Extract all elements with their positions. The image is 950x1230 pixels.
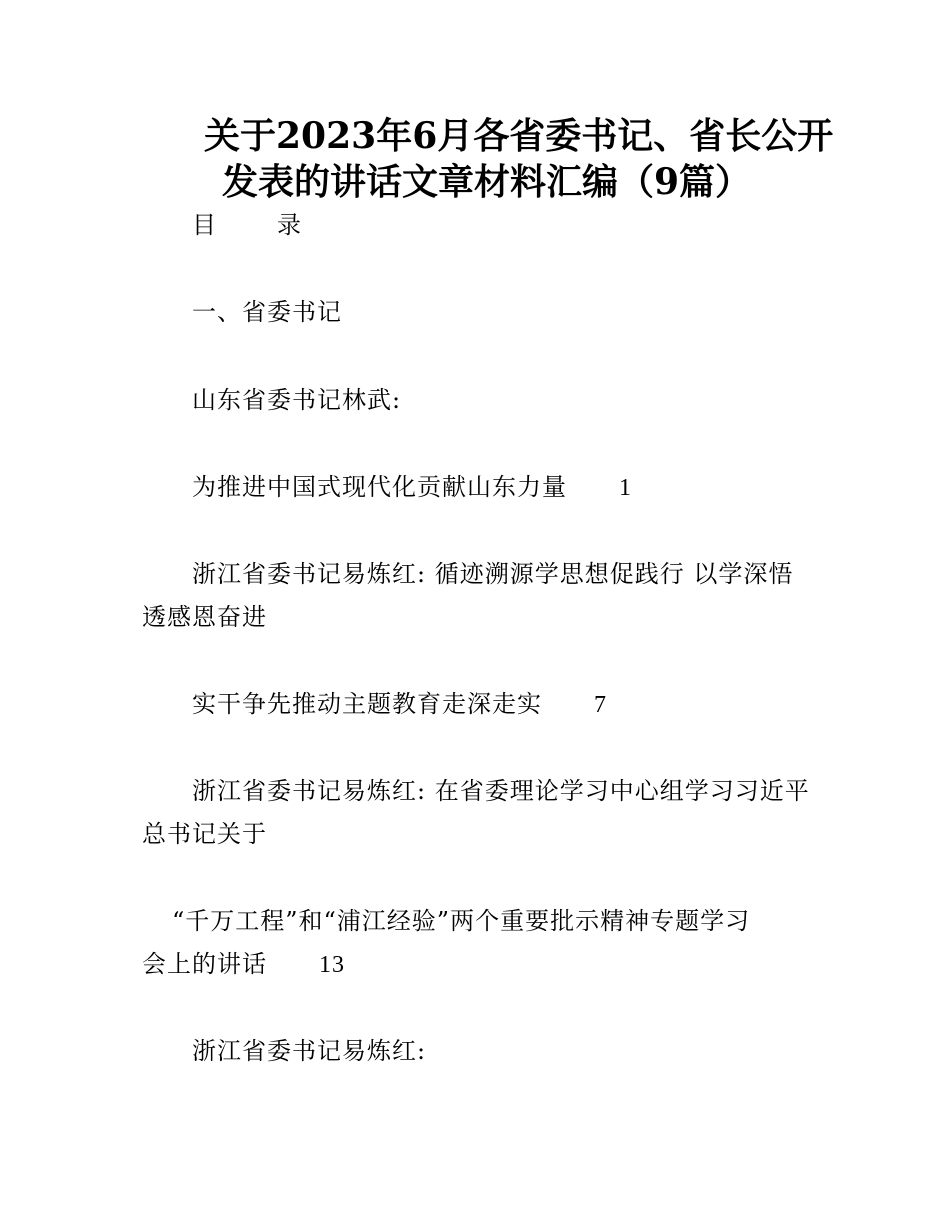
- toc-entry-title: 实干争先推动主题教育走深走实: [192, 690, 542, 718]
- toc-entry: [192, 472, 632, 503]
- toc-entry: [142, 949, 345, 980]
- toc-entry-line: 浙江省委书记易炼红: 在省委理论学习中心组学习习近平: [192, 777, 810, 805]
- toc-entry-author: 浙江省委书记易炼红:: [192, 1037, 427, 1065]
- toc-entry-title: 会上的讲话: [142, 950, 267, 978]
- toc-heading-char-2: 录: [277, 211, 302, 239]
- document-title-line-2: 发表的讲话文章材料汇编（9篇）: [222, 161, 752, 203]
- toc-entry-line: 浙江省委书记易炼红: 循迹溯源学思想促践行 以学深悟: [192, 560, 794, 588]
- toc-heading: [192, 210, 302, 240]
- toc-heading-char-1: 目: [192, 211, 217, 239]
- toc-entry-line: “千万工程”和“浦江经验”两个重要批示精神专题学习: [172, 907, 751, 935]
- toc-entry-page: 7: [594, 692, 607, 718]
- toc-entry-page: 1: [619, 475, 632, 501]
- section-heading: 一、省委书记: [192, 298, 342, 326]
- toc-entry-line: 总书记关于: [142, 820, 267, 848]
- toc-entry: [192, 689, 607, 720]
- document-title-line-1: 关于2023年6月各省委书记、省长公开: [204, 115, 834, 157]
- toc-entry-author: 山东省委书记林武:: [192, 386, 402, 414]
- toc-entry-page: 13: [319, 952, 345, 978]
- toc-entry-line: 透感恩奋进: [142, 603, 267, 631]
- toc-entry-title: 为推进中国式现代化贡献山东力量: [192, 473, 567, 501]
